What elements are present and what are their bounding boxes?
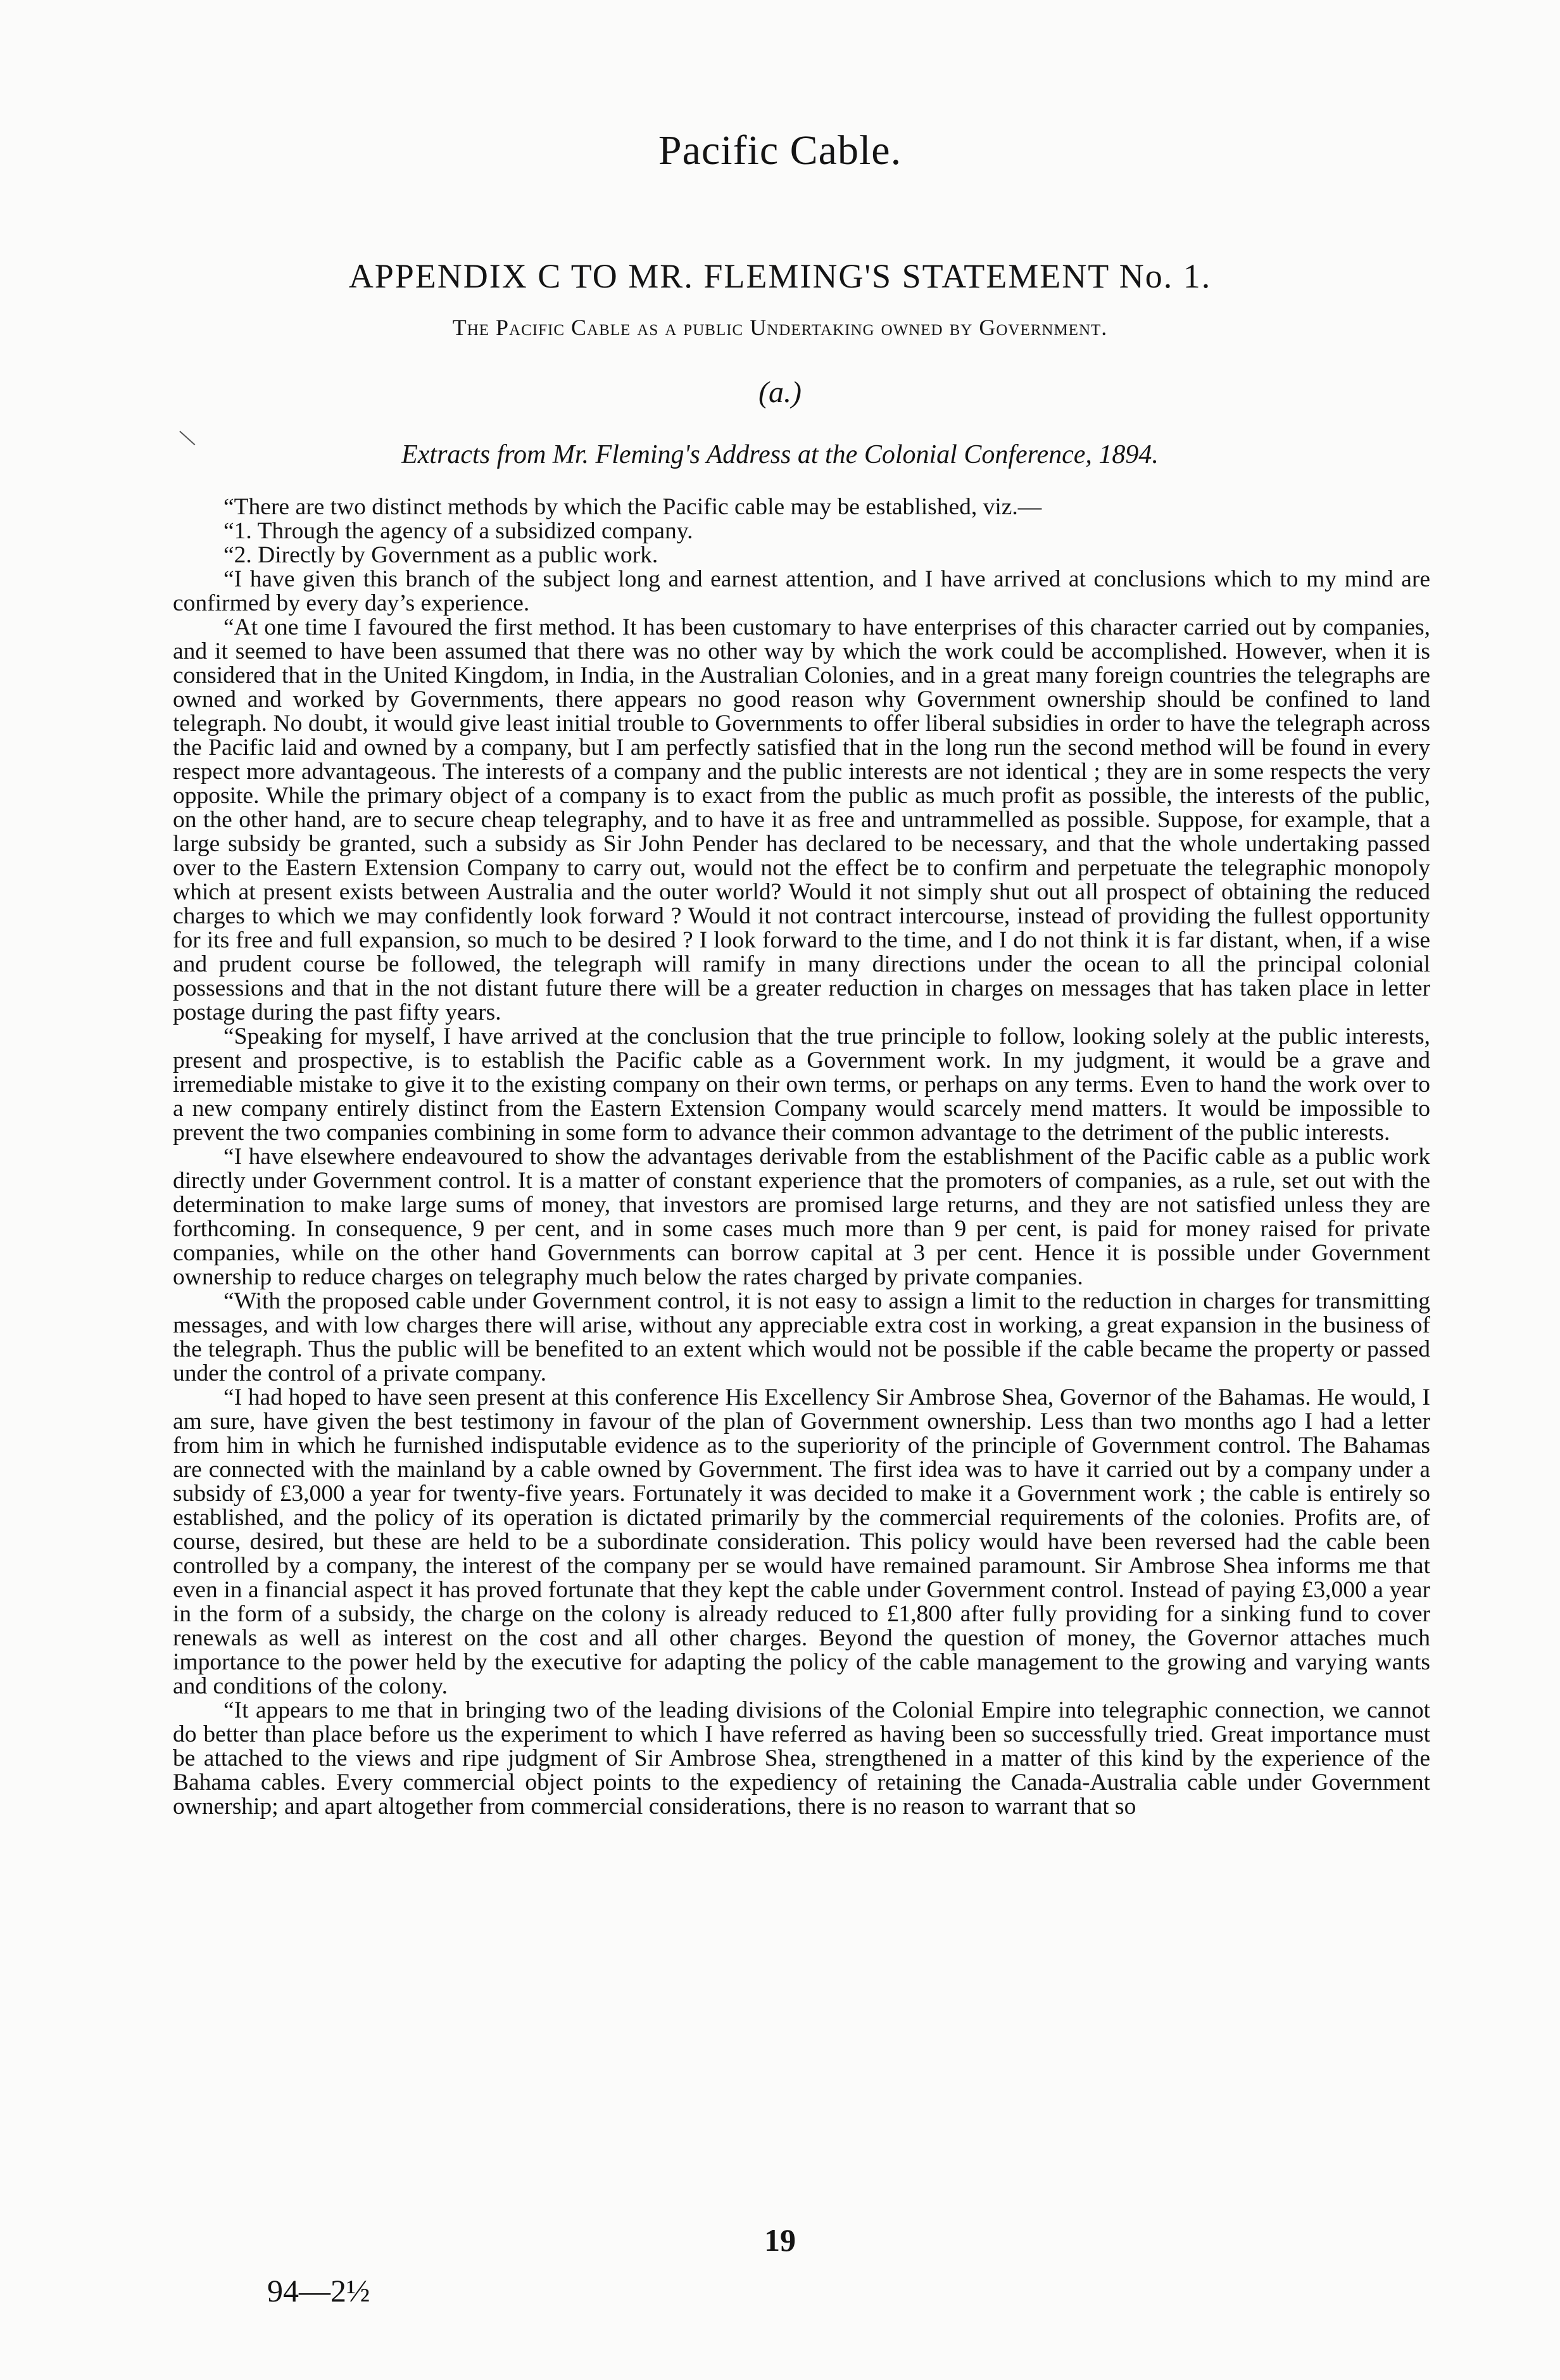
- paragraph: “I have given this branch of the subject long and earnest attention, and I have arrived at conclusions which to my mind are confirmed by every day’s experience.: [173, 566, 1430, 616]
- print-signature-mark: 94—2½: [267, 2273, 370, 2308]
- paragraph: “It appears to me that in bringing two of the leading divisions of the Colonial Empire into telegraphic connection, we cannot do better than place before us the experiment to which I have referred as having been so successfully tried. Great importance must be attached to the views and ripe judgment of Sir Ambrose Shea, strengthened in a matter of this kind by the experience of the Bahama cables. Every commercial object points to the expediency of retaining the Canada-Australia cable under Government ownership; and apart altogether from commercial considerations, there is no reason to warrant that so: [173, 1697, 1430, 1820]
- extract-caption: Extracts from Mr. Fleming's Address at the Colonial Conference, 1894.: [401, 440, 1159, 469]
- paragraph: “With the proposed cable under Government control, it is not easy to assign a limit to the reduction in charges for transmitting messages, and with low charges there will arise, without any appreciable extra cost in working, a great expansion in the business of the telegraph. Thus the public will be benefited to an extent which would not be possible if the cable became the property or passed under the control of a private company.: [173, 1288, 1430, 1386]
- appendix-heading: APPENDIX C TO MR. FLEMING'S STATEMENT No. 1.: [348, 257, 1212, 295]
- paragraph: “I have elsewhere endeavoured to show the advantages derivable from the establishment of the Pacific cable as a public work directly under Government control. It is a matter of constant experience that the promoters of companies, as a rule, set out with the determination to make large sums of money, that investors are promised large returns, and they are not satisfied unless they are forthcoming. In consequence, 9 per cent, and in some cases much more than 9 per cent, is paid for money raised for private companies, while on the other hand Governments can borrow capital at 3 per cent. Hence it is possible under Government ownership to reduce charges on telegraphy much below the rates charged by private companies.: [173, 1144, 1430, 1290]
- paragraph: “Speaking for myself, I have arrived at the conclusion that the true principle to follow, looking solely at the public interests, present and prospective, is to establish the Pacific cable as a Government work. In my judgment, it would be a grave and irremediable mistake to give it to the existing company on their own terms, or perhaps on any terms. Even to hand the work over to a new company entirely distinct from the Eastern Extension Company would scarcely mend matters. It would be impossible to prevent the two companies combining in some form to advance their common advantage to the detriment of the public interests.: [173, 1023, 1430, 1146]
- page-title: Pacific Cable.: [658, 127, 902, 174]
- body-text: [173, 495, 1430, 1819]
- section-mark: (a.): [758, 376, 802, 409]
- paragraph: “I had hoped to have seen present at this conference His Excellency Sir Ambrose Shea, Governor of the Bahamas. He would, I am sure, have given the best testimony in favour of the plan of Government ownership. Less than two months ago I had a letter from him in which he furnished indisputable evidence as to the superiority of the principle of Government control. The Bahamas are connected with the mainland by a cable owned by Government. The first idea was to have it carried out by a company under a subsidy of £3,000 a year for twenty-five years. Fortunately it was decided to make it a Government work ; the cable is entirely so established, and the policy of its operation is dictated primarily by the commercial requirements of the colonies. Profits are, of course, desired, but these are held to be a subordinate consideration. This policy would have been reversed had the cable been controlled by a company, the interest of the company per se would have remained paramount. Sir Ambrose Shea informs me that even in a financial aspect it has proved fortunate that they kept the cable under Government control. Instead of paying £3,000 a year in the form of a subsidy, the charge on the colony is already reduced to £1,800 after fully providing for a sinking fund to cover renewals as well as interest on the cost and all other charges. Beyond the question of money, the Governor attaches much importance to the power held by the executive for adapting the policy of the cable management to the growing and varying wants and conditions of the colony.: [173, 1384, 1430, 1699]
- paragraph: “There are two distinct methods by which the Pacific cable may be established, viz.—: [223, 494, 1042, 520]
- page-number: 19: [764, 2222, 796, 2258]
- paragraph: “1. Through the agency of a subsidized company.: [223, 518, 693, 544]
- paragraph: “At one time I favoured the first method. It has been customary to have enterprises of this character carried out by companies, and it seemed to have been assumed that there was no other way by which the work could be accomplished. However, when it is considered that in the United Kingdom, in India, in the Australian Colonies, and in a great many foreign countries the telegraphs are owned and worked by Governments, there appears no good reason why Government ownership should be confined to land telegraph. No doubt, it would give least initial trouble to Governments to offer liberal subsidies in order to have the telegraph across the Pacific laid and owned by a company, but I am perfectly satisfied that in the long run the second method will be found in every respect more advantageous. The interests of a company and the public interests are not identical ; they are in some respects the very opposite. While the primary object of a company is to exact from the public as much profit as possible, the interests of the public, on the other hand, are to secure cheap telegraphy, and to have it as free and untrammelled as possible. Suppose, for example, that a large subsidy be granted, such a subsidy as Sir John Pender has declared to be necessary, and that the whole undertaking passed over to the Eastern Extension Company to carry out, would not the effect be to confirm and perpetuate the telegraphic monopoly which at present exists between Australia and the outer world? Would it not simply shut out all prospect of obtaining the reduced charges to which we may confidently look forward ? Would it not contract intercourse, instead of providing the fullest opportunity for its free and full expansion, so much to be desired ? I look forward to the time, and I do not think it is far distant, when, if a wise and prudent course be followed, the telegraph will ramify in many directions under the ocean to all the principal colonial possessions and that in the not distant future there will be a greater reduction in charges on messages that has taken place in letter postage during the past fifty years.: [173, 614, 1430, 1025]
- subheading: The Pacific Cable as a public Undertaking owned by Government.: [452, 315, 1108, 340]
- paragraph: “2. Directly by Government as a public work.: [223, 542, 658, 568]
